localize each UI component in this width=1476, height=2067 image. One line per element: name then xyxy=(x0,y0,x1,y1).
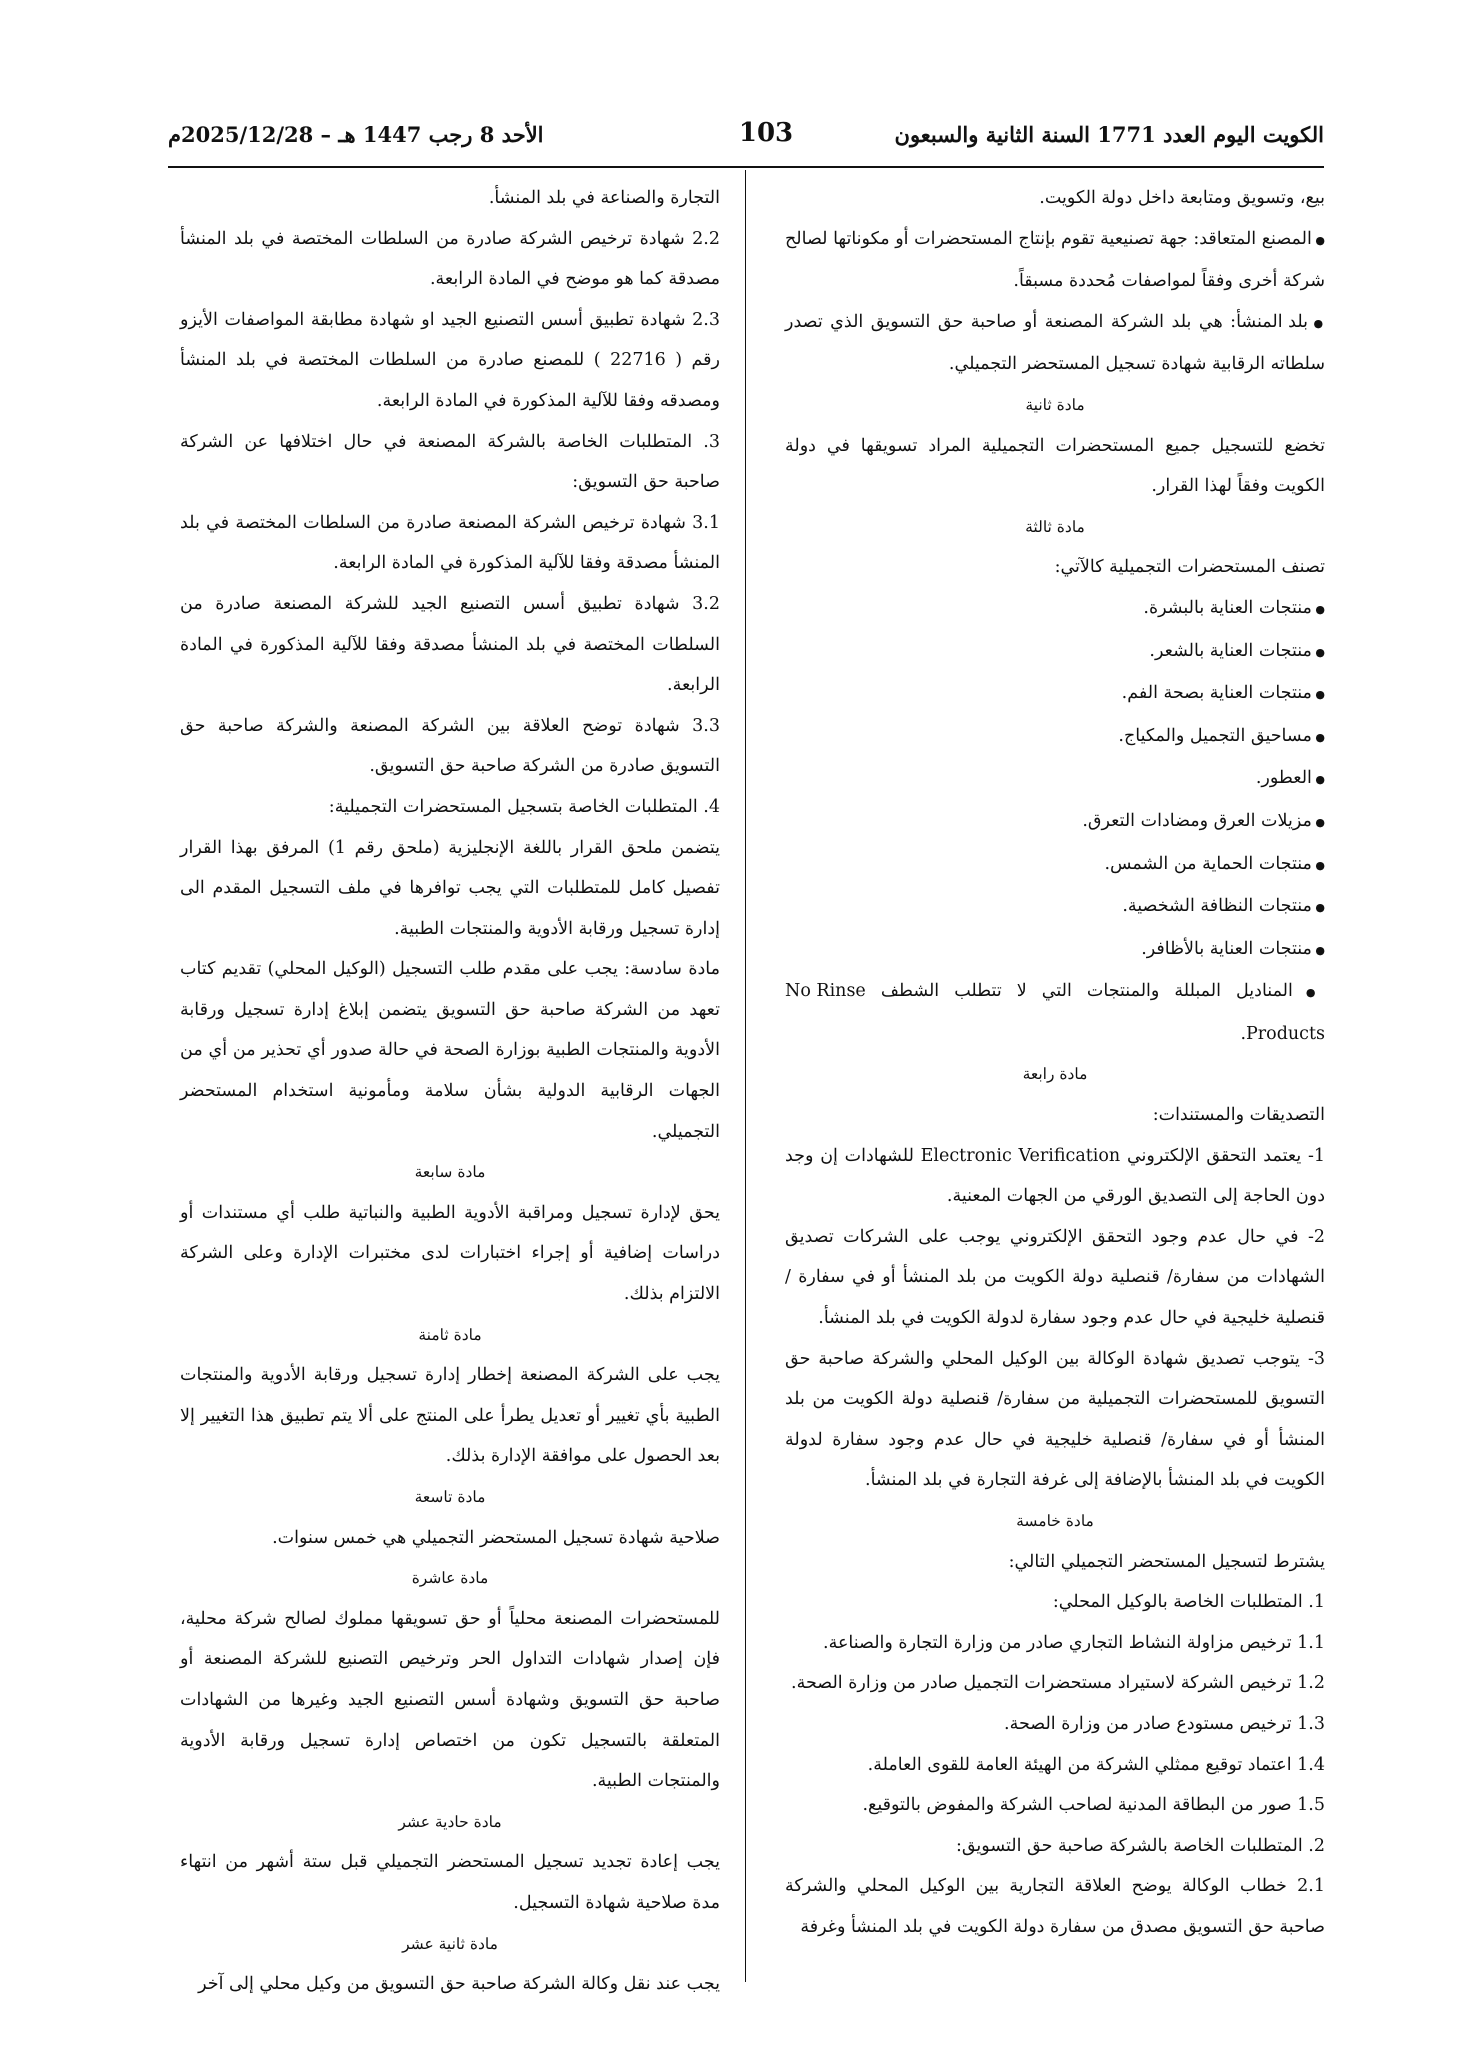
right-list-item: ● المناديل المبللة والمنتجات التي لا تتطلب الشطف No Rinse Products. xyxy=(785,971,1325,1054)
right-paragraph: 1. المتطلبات الخاصة بالوكيل المحلي: xyxy=(1052,1592,1325,1613)
right-list-item: ● منتجات العناية بالبشرة. xyxy=(785,588,1325,631)
left-article-heading: مادة ثامنة xyxy=(418,1325,482,1344)
right-paragraph: 2.1 خطاب الوكالة يوضح العلاقة التجارية بين الوكيل المحلي والشركة صاحبة حق التسويق مصدق من سفارة دولة الكويت في بلد المنشأ وغرفة xyxy=(785,1876,1325,1937)
left-paragraph: 2.2 شهادة ترخيص الشركة صادرة من السلطات المختصة في بلد المنشأ مصدقة كما هو موضح في المادة الرابعة. xyxy=(180,228,721,290)
right-paragraph: 1.3 ترخيص مستودع صادر من وزارة الصحة. xyxy=(1004,1713,1325,1734)
left-paragraph: 3. المتطلبات الخاصة بالشركة المصنعة في حال اختلافها عن الشركة صاحبة حق التسويق: xyxy=(180,431,720,493)
page-number: 103 xyxy=(738,118,794,148)
right-list-item: ● منتجات الحماية من الشمس. xyxy=(785,844,1325,887)
left-article-heading: مادة تاسعة xyxy=(414,1488,486,1506)
right-paragraph: 1- يعتمد التحقق الإلكتروني Electronic Verification للشهادات إن وجد دون الحاجة إلى التصديق الورقي من الجهات المعنية. xyxy=(785,1145,1325,1207)
left-article-heading: مادة عاشرة xyxy=(411,1569,489,1588)
right-paragraph: 2. المتطلبات الخاصة بالشركة صاحبة حق التسويق: xyxy=(955,1835,1325,1856)
right-list-item: ● بلد المنشأ: هي بلد الشركة المصنعة أو صاحبة حق التسويق الذي تصدر سلطاته الرقابية شهادة تسجيل المستحضر التجميلي. xyxy=(785,302,1325,385)
right-list-item: ● مساحيق التجميل والمكياج. xyxy=(785,716,1325,759)
left-article-heading: مادة ثانية عشر xyxy=(402,1934,498,1953)
right-paragraph: بيع، وتسويق ومتابعة داخل دولة الكويت. xyxy=(1039,188,1325,208)
right-article-heading: مادة خامسة xyxy=(1016,1512,1094,1530)
left-paragraph: يجب عند نقل وكالة الشركة صاحبة حق التسويق من وكيل محلي إلى آخر xyxy=(198,1974,720,1995)
page-header xyxy=(168,118,1324,162)
right-column xyxy=(785,178,1325,1948)
left-paragraph: 3.2 شهادة تطبيق أسس التصنيع الجيد للشركة المصنعة صادرة من السلطات المختصة في بلد المنشأ مصدقة وفقا للآلية المذكورة في المادة الرابعة. xyxy=(180,593,720,696)
left-article-heading: مادة حادية عشر xyxy=(398,1812,502,1831)
right-paragraph: 1.1 ترخيص مزاولة النشاط التجاري صادر من وزارة التجارة والصناعة. xyxy=(823,1632,1325,1653)
left-paragraph: يحق لإدارة تسجيل ومراقبة الأدوية الطبية والنباتية طلب أي مستندات أو دراسات إضافية أو إجراء اختبارات لدى مختبرات الإدارة وعلى الشركة الالتزام بذلك. xyxy=(180,1202,720,1305)
right-article-heading: مادة ثانية xyxy=(1025,395,1085,414)
right-list-item: ● منتجات العناية بالشعر. xyxy=(785,631,1325,674)
right-list-item: ● المصنع المتعاقد: جهة تصنيعية تقوم بإنتاج المستحضرات أو مكوناتها لصالح شركة أخرى وفقاً لمواصفات مُحددة مسبقاً. xyxy=(785,219,1325,302)
right-list-item: ● منتجات العناية بصحة الفم. xyxy=(785,673,1325,716)
right-list-item: ● مزيلات العرق ومضادات التعرق. xyxy=(785,801,1325,844)
column-divider xyxy=(745,170,746,1982)
right-paragraph: 1.4 اعتماد توقيع ممثلي الشركة من الهيئة العامة للقوى العاملة. xyxy=(867,1754,1325,1775)
header-rule xyxy=(168,166,1324,168)
left-paragraph: يجب على الشركة المصنعة إخطار إدارة تسجيل ورقابة الأدوية والمنتجات الطبية بأي تغيير أو تعديل يطرأ على المنتج على ألا يتم تطبيق هذا التغيير إلا بعد الحصول على موافقة الإدارة بذلك. xyxy=(180,1365,721,1467)
issue-date: الأحد 8 رجب 1447 هـ – 2025/12/28م xyxy=(168,122,544,147)
right-list-item: ● منتجات النظافة الشخصية. xyxy=(785,886,1325,929)
right-paragraph: 1.2 ترخيص الشركة لاستيراد مستحضرات التجميل صادر من وزارة الصحة. xyxy=(791,1673,1325,1694)
left-paragraph: يتضمن ملحق القرار باللغة الإنجليزية (ملحق رقم 1) المرفق بهذا القرار تفصيل كامل للمتطلبات التي يجب توافرها في ملف التسجيل المقدم الى إدارة تسجيل ورقابة الأدوية والمنتجات الطبية. xyxy=(180,837,720,939)
right-paragraph: يشترط لتسجيل المستحضر التجميلي التالي: xyxy=(1008,1551,1325,1572)
left-paragraph: 4. المتطلبات الخاصة بتسجيل المستحضرات التجميلية: xyxy=(328,796,720,817)
left-paragraph: التجارة والصناعة في بلد المنشأ. xyxy=(488,188,720,208)
left-paragraph: 3.3 شهادة توضح العلاقة بين الشركة المصنعة والشركة صاحبة حق التسويق صادرة من الشركة صاحبة حق التسويق. xyxy=(180,715,720,777)
right-paragraph: تخضع للتسجيل جميع المستحضرات التجميلية المراد تسويقها في دولة الكويت وفقاً لهذا القرار. xyxy=(785,435,1325,497)
right-list-item: ● منتجات العناية بالأظافر. xyxy=(785,929,1325,972)
left-column xyxy=(180,178,720,2005)
right-paragraph: 3- يتوجب تصديق شهادة الوكالة بين الوكيل المحلي والشركة صاحبة حق التسويق للمستحضرات التجميلية من سفارة/ قنصلية دولة الكويت من بلد المنشأ أو في سفارة/ قنصلية خليجية في حال عدم وجود سفارة لدولة الكويت في بلد المنشأ بالإضافة إلى غرفة التجارة في بلد المنشأ. xyxy=(785,1348,1325,1491)
right-article-heading: مادة رابعة xyxy=(1022,1065,1088,1084)
left-article-heading: مادة سابعة xyxy=(414,1163,486,1182)
right-article-heading: مادة ثالثة xyxy=(1025,517,1085,536)
right-paragraph: 2- في حال عدم وجود التحقق الإلكتروني يوجب على الشركات تصديق الشهادات من سفارة/ قنصلية دولة الكويت من بلد المنشأ أو في سفارة / قنصلية خليجية في حال عدم وجود سفارة لدولة الكويت في بلد المنشأ. xyxy=(785,1226,1325,1329)
left-paragraph: 2.3 شهادة تطبيق أسس التصنيع الجيد او شهادة مطابقة المواصفات الأيزو رقم ( 22716 ) للمصنع صادرة من السلطات المختصة في بلد المنشأ ومصدقه وفقا للآلية المذكورة في المادة الرابعة. xyxy=(180,309,720,411)
left-paragraph: صلاحية شهادة تسجيل المستحضر التجميلي هي خمس سنوات. xyxy=(272,1527,720,1548)
right-paragraph: تصنف المستحضرات التجميلية كالآتي: xyxy=(1054,557,1325,578)
left-paragraph: مادة سادسة: يجب على مقدم طلب التسجيل (الوكيل المحلي) تقديم كتاب تعهد من الشركة صاحبة حق التسويق يتضمن إبلاغ إدارة تسجيل ورقابة الأدوية والمنتجات الطبية بوزارة الصحة في حالة صدور أي تحذير من أي من الجهات الرقابية الدولية بشأن سلامة ومأمونية استخدام المستحضر التجميلي. xyxy=(180,959,720,1142)
gazette-issue: الكويت اليوم العدد 1771 السنة الثانية والسبعون xyxy=(894,122,1324,147)
right-paragraph: التصديقات والمستندات: xyxy=(1152,1105,1325,1126)
left-paragraph: للمستحضرات المصنعة محلياً أو حق تسويقها مملوك لصالح شركة محلية، فإن إصدار شهادات التداول الحر وترخيص التصنيع للشركة المصنعة أو صاحبة حق التسويق وشهادة أسس التصنيع الجيد وغيرها من الشهادات المتعلقة بالتسجيل تكون من اختصاص إدارة تسجيل ورقابة الأدوية والمنتجات الطبية. xyxy=(180,1608,720,1792)
right-list-item: ● العطور. xyxy=(785,758,1325,801)
left-paragraph: 3.1 شهادة ترخيص الشركة المصنعة صادرة من السلطات المختصة في بلد المنشأ مصدقة وفقا للآلية المذكورة في المادة الرابعة. xyxy=(180,512,720,574)
right-paragraph: 1.5 صور من البطاقة المدنية لصاحب الشركة والمفوض بالتوقيع. xyxy=(862,1795,1325,1816)
left-paragraph: يجب إعادة تجديد تسجيل المستحضر التجميلي قبل ستة أشهر من انتهاء مدة صلاحية شهادة التسجيل. xyxy=(180,1852,720,1913)
